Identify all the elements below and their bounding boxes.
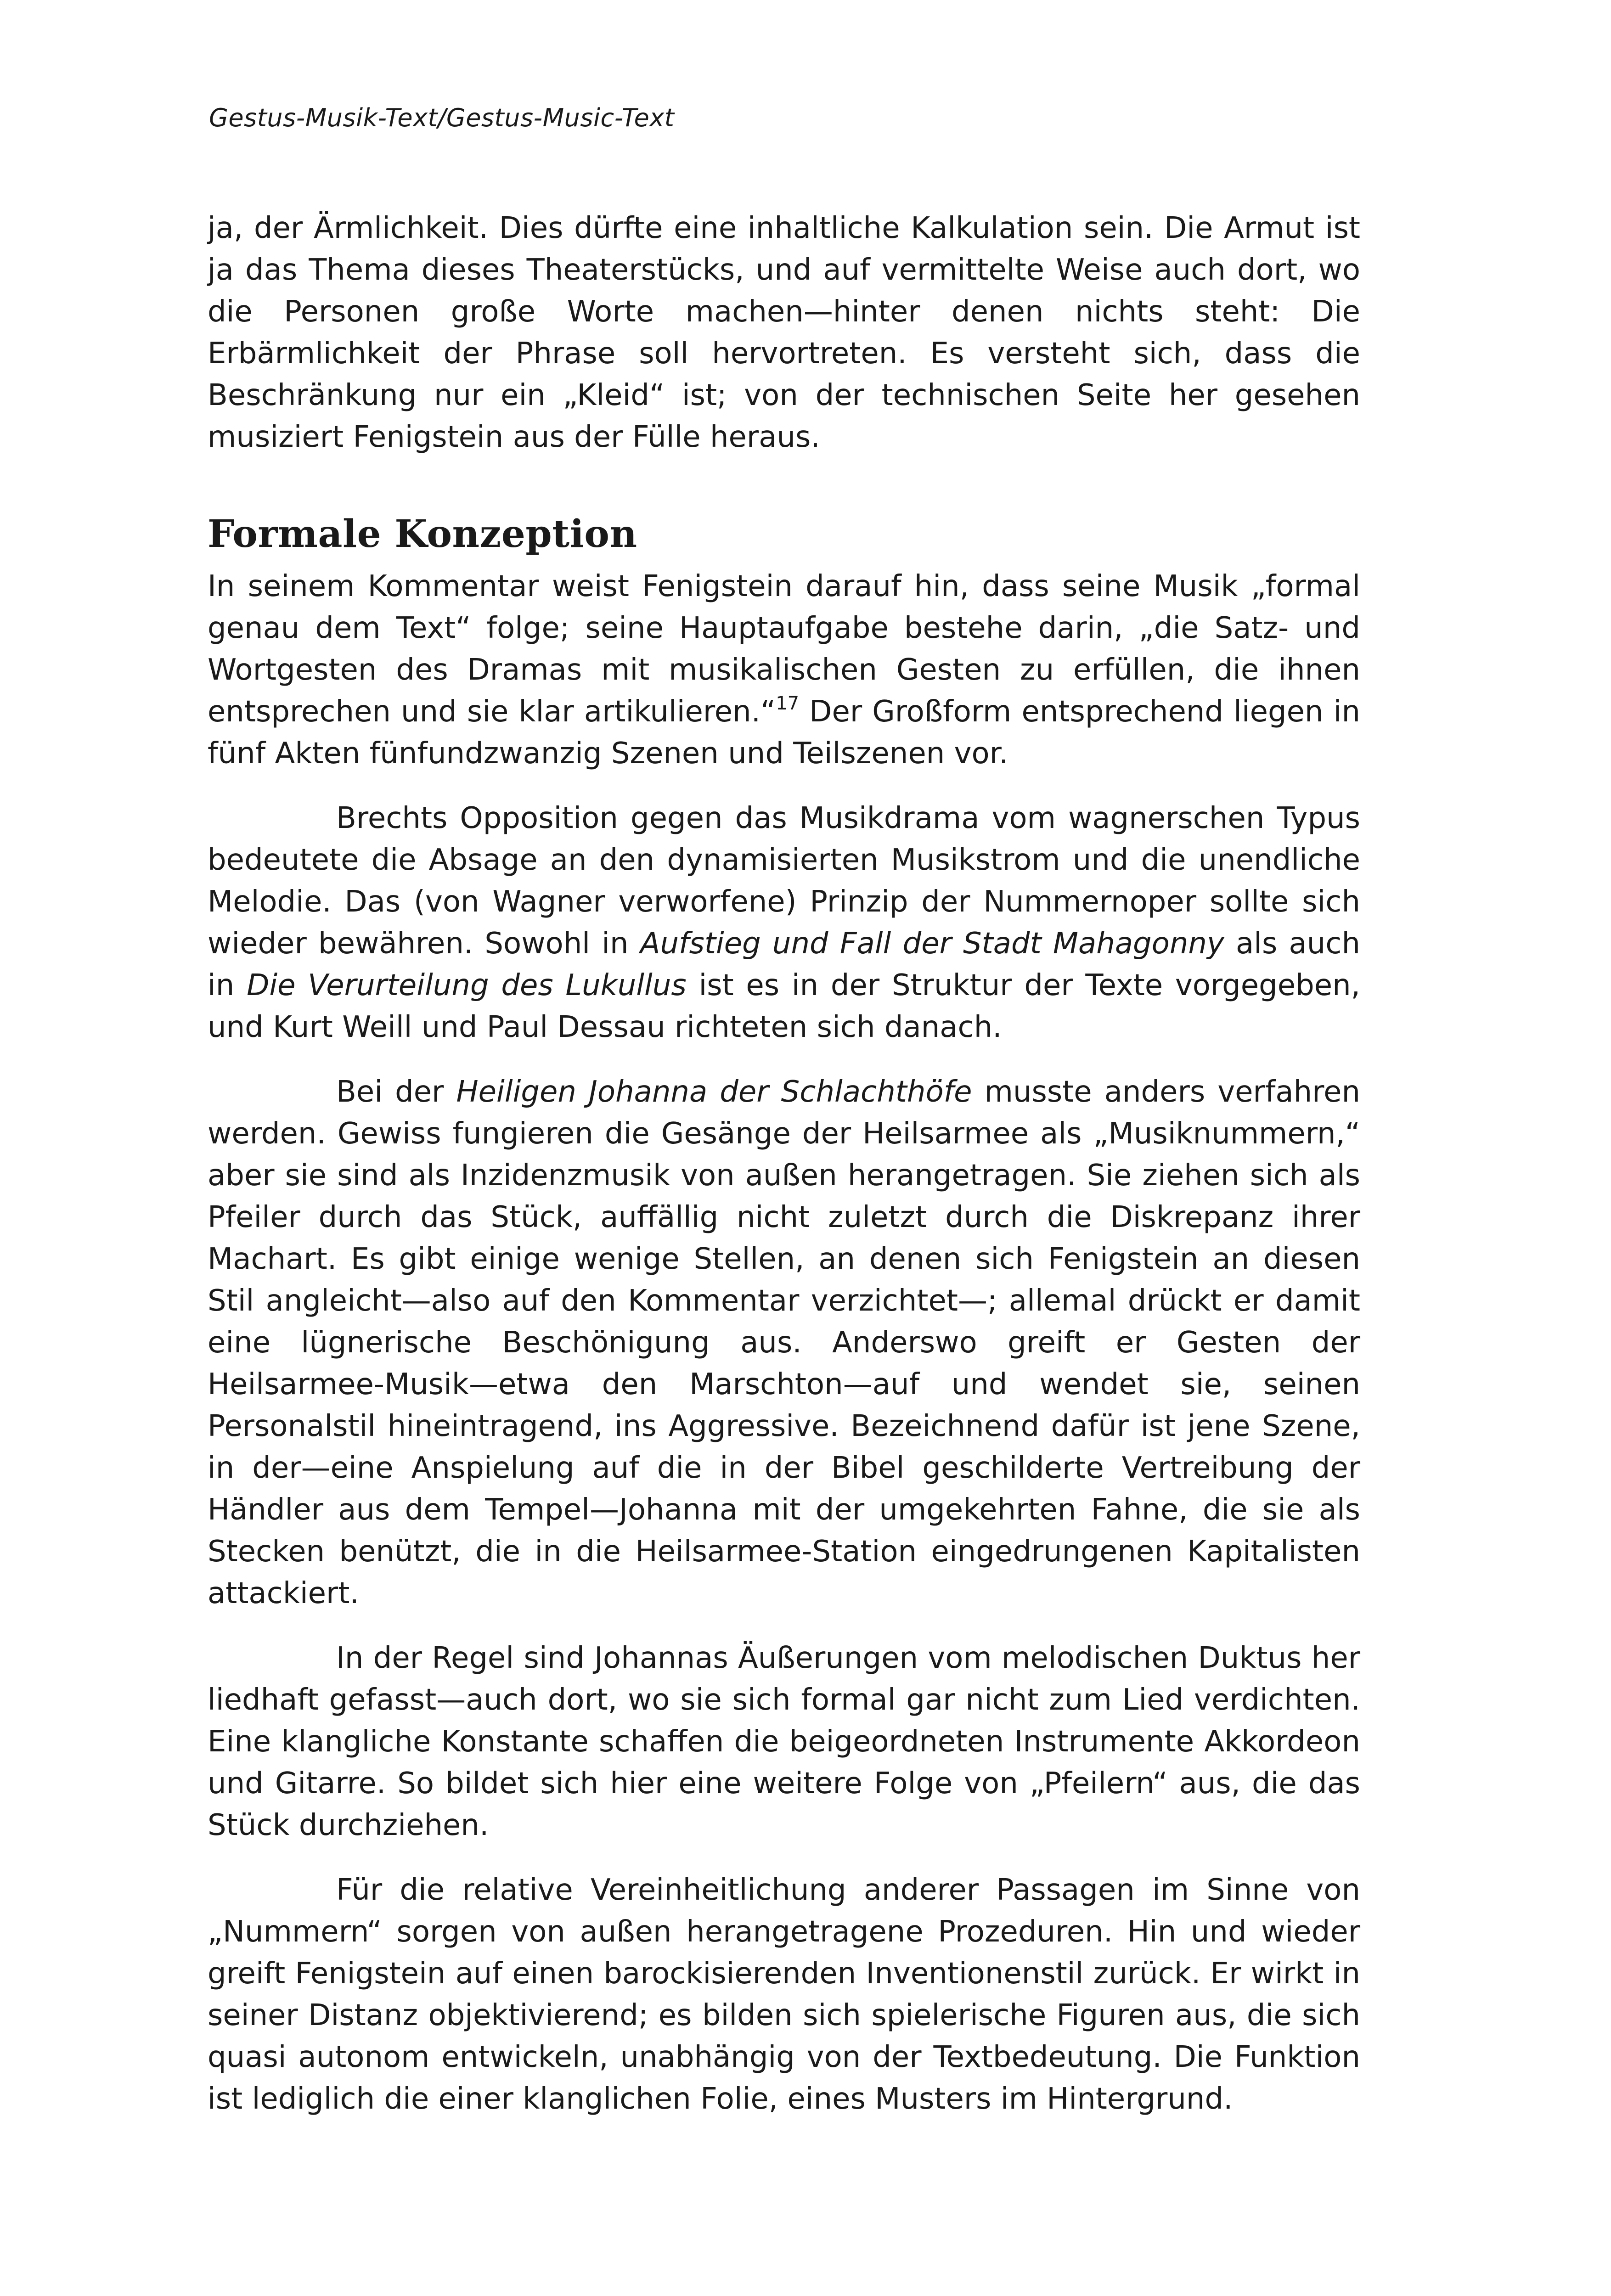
running-head: Gestus-Musik-Text/Gestus-Music-Text — [209, 103, 675, 132]
work-title: Heiligen Johanna der Schlachthöfe — [456, 1075, 972, 1109]
paragraph-text: Brechts Opposition gegen das Musikdrama vom wagnerschen Typus bedeutete die Absage an den dynamisierten Musikstrom und die unendliche Melodie. Das (von Wagner verworfene) Prinzip der Nummernoper sollte sich wieder bewähren. Sowohl in — [208, 801, 1360, 961]
text-block — [208, 208, 1360, 2120]
paragraph-text: Der Großform entsprechend liegen in fünf Akten fünfundzwanzig Szenen und Teilszenen vor. — [208, 695, 1360, 771]
paragraph-text: Bei der — [336, 1075, 456, 1109]
footnote-marker: 17 — [776, 693, 800, 714]
section-heading: Formale Konzeption — [208, 512, 637, 556]
paragraph-text: musste anders verfahren werden. Gewiss fungieren die Gesänge der Heilsarmee als „Musiknummern,“ aber sie sind als Inzidenzmusik von außen herangetragen. Sie ziehen sich als Pfeiler durch das Stück, auffällig nicht zuletzt durch die Diskrepanz ihrer Machart. Es gibt einige wenige Stellen, an denen sich Fenigstein an diesen Stil angleicht—also auf den Kommentar verzichtet—; allemal drückt er damit eine lügnerische Beschönigung aus. Anderswo greift er Gesten der Heilsarmee-Musik—etwa den Marschton—auf und wendet sie, seinen Personalstil hineintragend, ins Aggressive. Bezeichnend dafür ist jene Szene, in der—eine Anspielung auf die in der Bibel geschilderte Vertreibung der Händler aus dem Tempel—Johanna mit der umgekehrten Fahne, die sie als Stecken benützt, die in die Heilsarmee-Station eingedrungenen Kapitalisten attackiert. — [208, 1075, 1361, 1610]
paragraph-vereinheitlichung: Für die relative Vereinheitlichung anderer Passagen im Sinne von „Nummern“ sorgen von außen herangetragene Prozeduren. Hin und wieder greift Fenigstein auf einen barockisierenden Inventionenstil zurück. Er wirkt in seiner Distanz objektivierend; es bilden sich spielerische Figuren aus, die sich quasi autonom entwickeln, unabhängig von der Textbedeutung. Die Funktion ist lediglich die einer klanglichen Folie, eines Musters im Hintergrund. — [208, 1873, 1360, 2116]
paragraph-brecht-opposition — [208, 798, 1360, 1048]
paragraph-johannas-aeusserungen: In der Regel sind Johannas Äußerungen vom melodischen Duktus her liedhaft gefasst—auch dort, wo sie sich formal gar nicht zum Lied verdichten. Eine klangliche Konstante schaffen die beigeordneten Instrumente Akkordeon und Gitarre. So bildet sich hier eine weitere Folge von „Pfeilern“ aus, die das Stück durchziehen. — [208, 1641, 1360, 1842]
work-title: Aufstieg und Fall der Stadt Mahagonny — [640, 927, 1224, 961]
paragraph-text: In seinem Kommentar weist Fenigstein darauf hin, dass seine Musik „formal genau dem Text“ folge; seine Hauptaufgabe bestehe darin, „die Satz- und Wortgesten des Dramas mit musikalischen Gesten zu erfüllen, die ihnen entsprechen und sie klar artikulieren.“ — [208, 569, 1360, 729]
paragraph-heilige-johanna — [208, 1071, 1360, 1615]
paragraph-continued: ja, der Ärmlichkeit. Dies dürfte eine inhaltliche Kalkulation sein. Die Armut ist ja das Thema dieses Theaterstücks, und auf vermittelte Weise auch dort, wo die Personen große Worte machen—hinter denen nichts steht: Die Erbärmlichkeit der Phrase soll hervortreten. Es versteht sich, dass die Beschränkung nur ein „Kleid“ ist; von der technischen Seite her gesehen musiziert Fenigstein aus der Fülle heraus. — [208, 211, 1360, 454]
paragraph-section-intro — [208, 566, 1360, 775]
paragraph-text: als auch in — [208, 927, 1361, 1002]
work-title: Die Verurteilung des Lukullus — [247, 968, 687, 1002]
paragraph-text: ist es in der Struktur der Texte vorgegeben, und Kurt Weill und Paul Dessau richteten sich danach. — [208, 968, 1361, 1044]
